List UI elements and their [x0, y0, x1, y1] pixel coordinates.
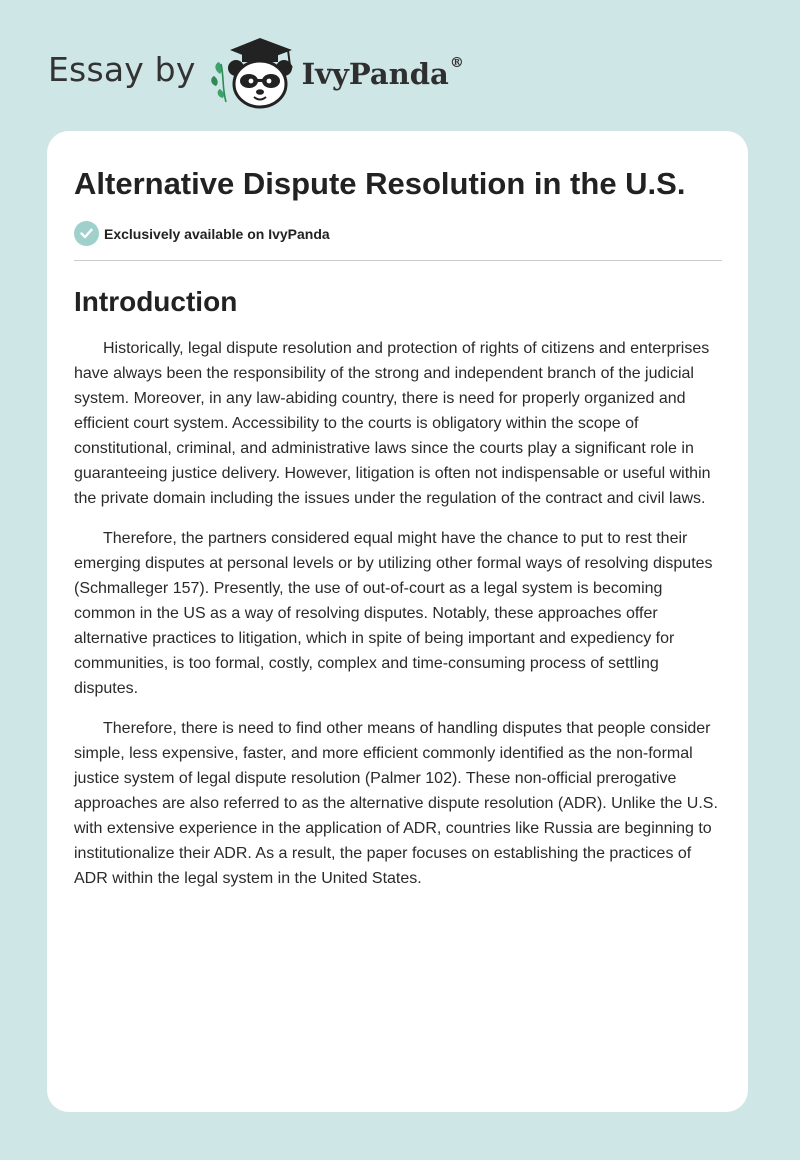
paragraph: Historically, legal dispute resolution and protection of rights of citizens and enterprises have always been the responsibility of the strong and independent branch of the judicial system. Moreover, in any law-abiding country, there is need for properly organized and efficient court system. Accessibility to the courts is obligatory within the scope of constitutional, criminal, and administrative laws since the courts play a significant role in guaranteeing justice delivery. However, litigation is often not indispensable or useful within the private domain including the issues under the regulation of the contract and civil laws.: [74, 340, 711, 507]
section-heading: Introduction: [74, 286, 238, 317]
essay-by-label: Essay by: [48, 49, 196, 89]
page-title: Alternative Dispute Resolution in the U.S.: [74, 166, 686, 201]
exclusive-badge: [74, 221, 722, 246]
essay-card: [47, 131, 748, 1112]
registered-mark: ®: [449, 55, 464, 71]
badge-label: Exclusively available on IvyPanda: [104, 225, 330, 242]
paragraph: Therefore, the partners considered equal might have the chance to put to rest their emerging disputes at personal levels or by utilizing other formal ways of resolving disputes (Schmalleger 157). Presently, the use of out-of-court as a legal system is becoming common in the US as a way of resolving disputes. Notably, these approaches offer alternative practices to litigation, which in spite of being important and expediency for communities, is too formal, costly, complex and time-consuming process of settling disputes.: [74, 530, 713, 697]
brand-name[interactable]: [302, 57, 464, 91]
essay-body: [74, 336, 724, 891]
paragraph: Therefore, there is need to find other means of handling disputes that people consider simple, less expensive, faster, and more efficient commonly identified as the non-formal justice system of legal dispute resolution (Palmer 102). These non-official prerogative approaches are also referred to as the alternative dispute resolution (ADR). Unlike the U.S. with extensive experience in the application of ADR, countries like Russia are beginning to institutionalize their ADR. As a result, the paper focuses on establishing the practices of ADR within the legal system in the United States.: [74, 720, 718, 887]
check-icon: [74, 221, 99, 246]
brand-label: IvyPanda: [301, 57, 449, 91]
divider: [74, 260, 722, 261]
site-header: [48, 34, 464, 110]
panda-graduate-icon[interactable]: [210, 34, 296, 110]
